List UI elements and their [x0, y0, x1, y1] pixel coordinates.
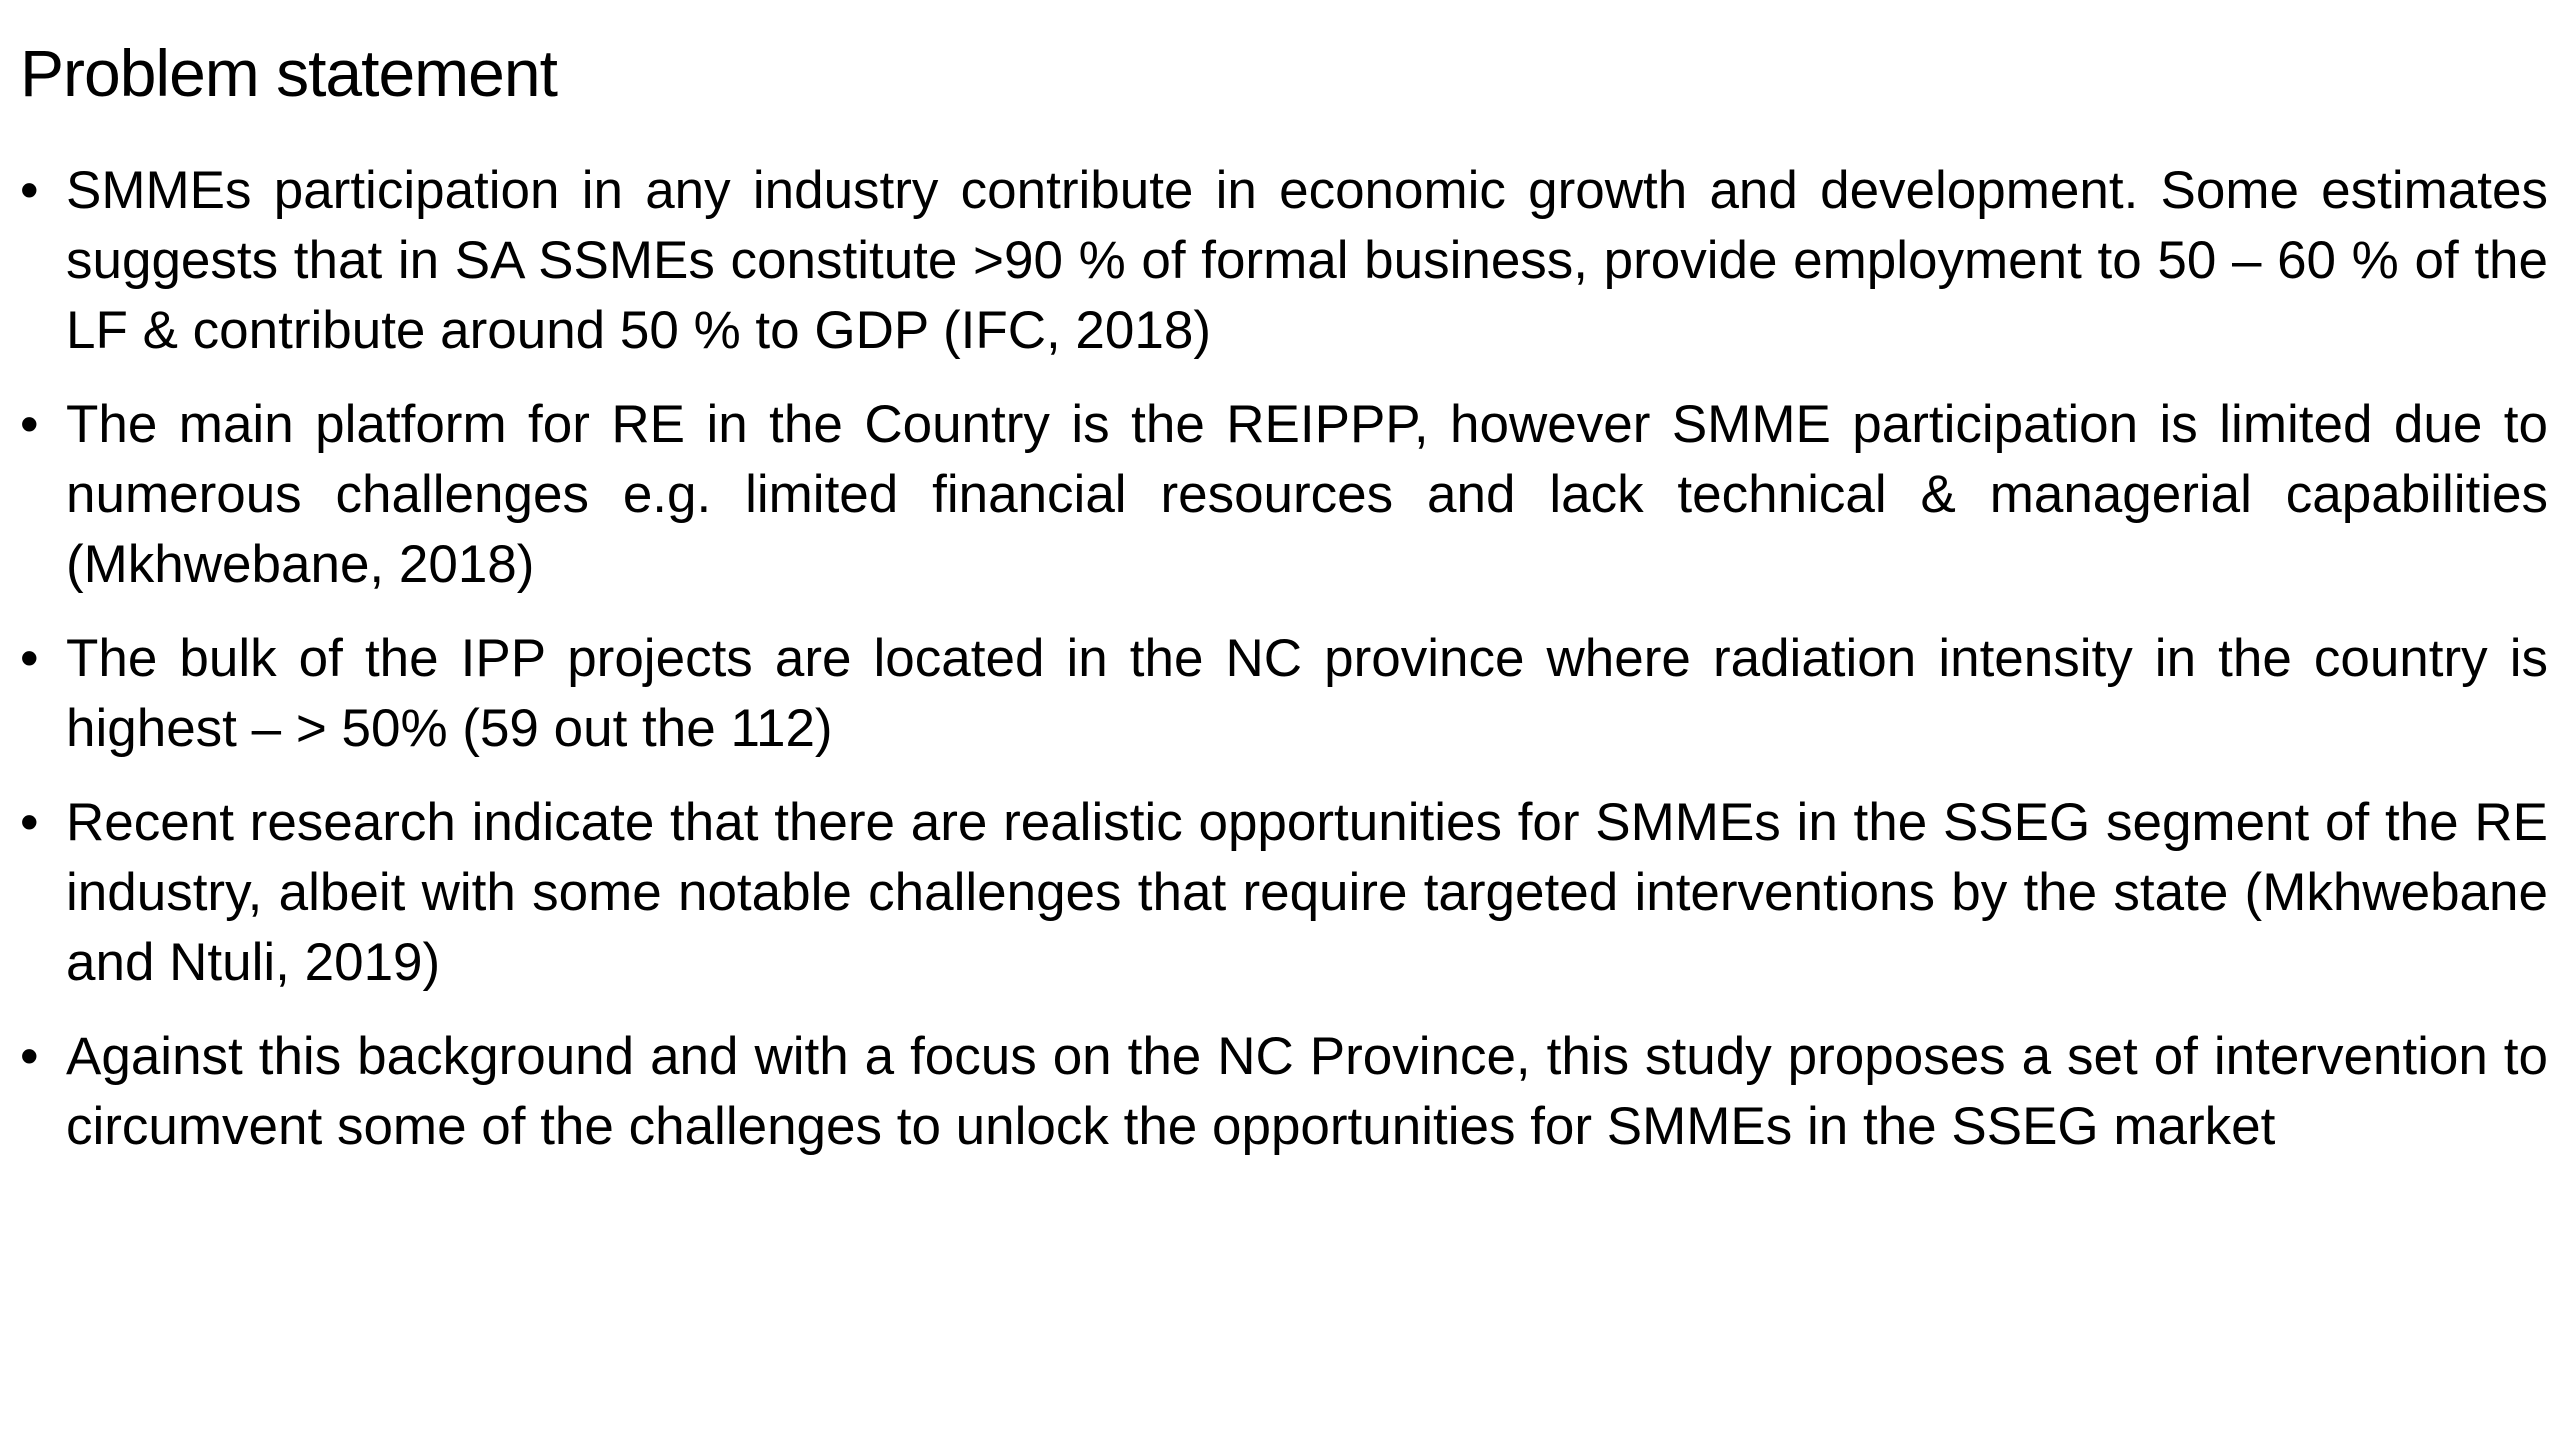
- bullet-item: [18, 624, 2548, 764]
- bullet-marker: •: [20, 161, 39, 220]
- bullet-item: [18, 390, 2548, 600]
- bullet-text: SMMEs participation in any industry contribute in economic growth and development. Some estimates suggests that in SA SSMEs constitute >90 % of formal business, provide employment to 50 – 60 % of the LF & contribute around 50 % to GDP (IFC, 2018): [66, 161, 2548, 360]
- slide-title: Problem statement: [20, 36, 557, 110]
- bullet-item: [18, 788, 2548, 998]
- bullet-item: [18, 1022, 2548, 1162]
- bullet-text: The bulk of the IPP projects are located in the NC province where radiation intensity in the country is highest – > 50% (59 out the 112): [66, 629, 2548, 758]
- bullet-list: [18, 156, 2548, 1186]
- bullet-marker: •: [20, 793, 39, 852]
- bullet-text: Recent research indicate that there are realistic opportunities for SMMEs in the SSEG segment of the RE industry, albeit with some notable challenges that require targeted interventions by the state (Mkhwebane and Ntuli, 2019): [66, 793, 2548, 992]
- bullet-text: The main platform for RE in the Country is the REIPPP, however SMME participation is limited due to numerous challenges e.g. limited financial resources and lack technical & managerial capabilities (Mkhwebane, 2018): [66, 395, 2548, 594]
- bullet-marker: •: [20, 1027, 39, 1086]
- bullet-text: Against this background and with a focus on the NC Province, this study proposes a set of intervention to circumvent some of the challenges to unlock the opportunities for SMMEs in the SSEG market: [66, 1027, 2548, 1156]
- bullet-item: [18, 156, 2548, 366]
- bullet-marker: •: [20, 629, 39, 688]
- bullet-marker: •: [20, 395, 39, 454]
